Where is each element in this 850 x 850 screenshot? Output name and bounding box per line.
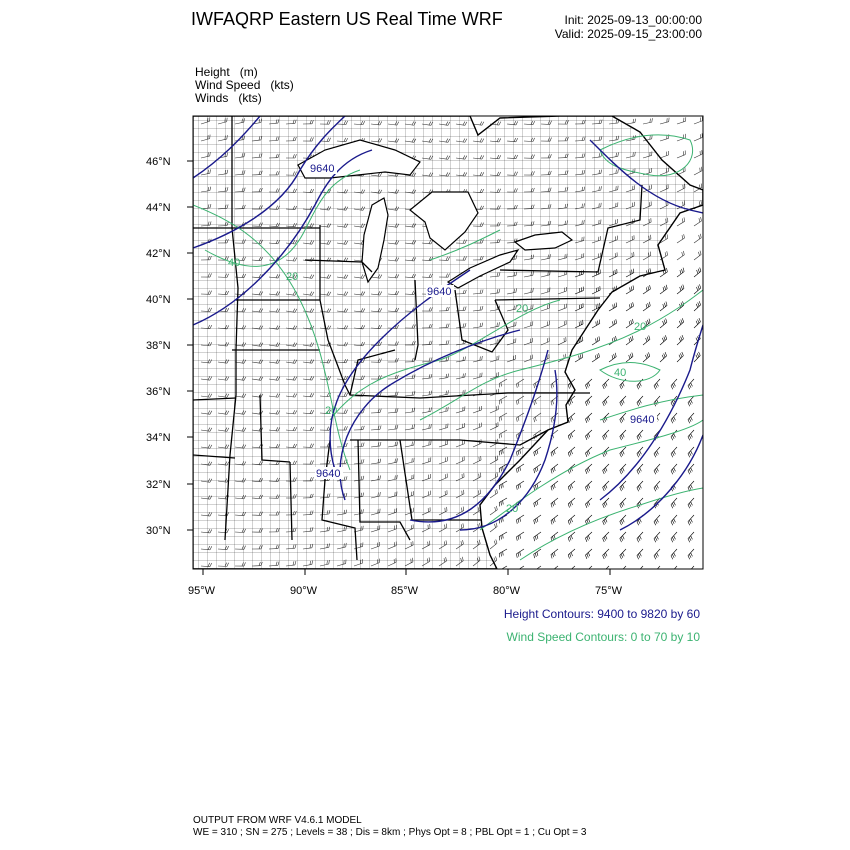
wind-barb-flag xyxy=(623,570,625,574)
wind-barb-flag xyxy=(699,185,700,189)
lat-label: 34°N xyxy=(146,432,171,444)
wind-barb xyxy=(694,154,702,158)
wind-barb xyxy=(677,155,685,158)
lat-label: 32°N xyxy=(146,479,171,491)
wind-barb xyxy=(660,138,669,141)
wind-barb-flag xyxy=(499,570,500,574)
wind-contour-label: 20 xyxy=(516,303,529,315)
model-settings-line: WE = 310 ; SN = 275 ; Levels = 38 ; Dis = 8km ; Phys Opt = 8 ; PBL Opt = 1 ; Cu Opt = 3 xyxy=(193,827,587,838)
field-wind-speed-name: Wind Speed xyxy=(195,78,261,92)
lat-label: 40°N xyxy=(146,294,171,306)
wind-barb-flag xyxy=(552,570,553,574)
wind-barb xyxy=(677,121,686,124)
wind-barb-flag xyxy=(551,572,552,576)
wind-barb-flag xyxy=(605,570,607,574)
wind-barb-flag xyxy=(621,571,623,575)
wind-barb-flag xyxy=(568,572,569,576)
wind-barb-flag xyxy=(672,571,674,575)
wind-barb xyxy=(694,137,702,141)
wind-contour-label: 40 xyxy=(228,257,241,269)
wind-contour-label: 20 xyxy=(634,321,647,333)
field-winds-unit: (kts) xyxy=(238,91,262,105)
height-contour-label: 9640 xyxy=(630,414,655,426)
lon-label: 75°W xyxy=(595,585,623,597)
lat-label: 30°N xyxy=(146,525,171,537)
wind-barb-flag xyxy=(654,573,656,577)
lat-label: 42°N xyxy=(146,248,171,260)
wind-barb-flag xyxy=(587,571,588,575)
height-contour-label: 9640 xyxy=(427,286,452,298)
wind-barb-flag xyxy=(701,184,702,188)
lat-label: 36°N xyxy=(146,386,171,398)
wind-barb xyxy=(694,121,702,124)
wind-barb-flag xyxy=(535,570,536,574)
wind-barb-flag xyxy=(588,569,589,573)
wind-barb-flag xyxy=(570,571,571,575)
wind-barb-flag xyxy=(480,121,482,124)
wind-contour-label: 20 xyxy=(506,503,519,515)
wind-barb-flag xyxy=(691,570,693,574)
wind-barb-flag xyxy=(518,570,519,574)
lat-label: 38°N xyxy=(146,340,171,352)
wind-barb-flag xyxy=(689,571,691,575)
wind-barb xyxy=(660,155,668,158)
wind-barb-flag xyxy=(571,569,572,573)
wind-barb-flag xyxy=(633,119,634,123)
lon-label: 85°W xyxy=(391,585,419,597)
field-height-unit: (m) xyxy=(239,65,258,79)
lon-label: 90°W xyxy=(290,585,318,597)
model-info-line: OUTPUT FROM WRF V4.6.1 MODEL xyxy=(193,815,362,826)
wind-barb xyxy=(694,171,702,175)
height-contour-label: 9640 xyxy=(316,468,341,480)
wind-barb-flag xyxy=(603,572,605,576)
lon-label: 95°W xyxy=(188,585,216,597)
wind-barb-flag xyxy=(657,570,659,574)
wind-barb-flag xyxy=(655,571,657,575)
init-time: Init: 2025-09-13_00:00:00 xyxy=(564,13,702,27)
field-height-name: Height xyxy=(195,65,230,79)
valid-time: Valid: 2025-09-15_23:00:00 xyxy=(554,27,702,41)
wind-barb-flag xyxy=(688,573,690,577)
wind-barb xyxy=(626,123,635,124)
wind-barb-flag xyxy=(674,570,676,574)
lat-label: 46°N xyxy=(146,156,171,168)
wind-barb-flag xyxy=(620,573,622,577)
lat-label: 44°N xyxy=(146,202,171,214)
wind-contour-label: 40 xyxy=(614,367,627,379)
wind-barb-flag xyxy=(640,570,642,574)
wind-barb-flag xyxy=(652,118,653,122)
wind-barb-flag xyxy=(516,571,517,575)
wind-barb-flag xyxy=(638,571,640,575)
wind-barb-flag xyxy=(482,122,484,125)
wind-barb-flag xyxy=(650,119,651,123)
wind-barb-flag xyxy=(537,569,538,573)
field-winds-name: Winds xyxy=(195,91,229,105)
wind-barb xyxy=(660,122,669,124)
field-wind-speed-unit: (kts) xyxy=(270,78,294,92)
wind-barb-flag xyxy=(671,573,673,577)
wind-contour-label: 20 xyxy=(325,405,338,417)
wind-barb-flag xyxy=(501,570,502,574)
height-contour-label: 9640 xyxy=(310,163,335,175)
wind-barb-flag xyxy=(635,119,636,123)
chart-title: IWFAQRP Eastern US Real Time WRF xyxy=(191,9,503,29)
wind-barb-flag xyxy=(637,573,639,577)
height-contour-legend: Height Contours: 9400 to 9820 by 60 xyxy=(503,607,700,621)
wind-speed-contour-legend: Wind Speed Contours: 0 to 70 by 10 xyxy=(506,630,700,644)
wind-barb-flag xyxy=(585,572,586,576)
lon-label: 80°W xyxy=(493,585,521,597)
wind-barb-flag xyxy=(604,571,606,575)
latitude-axis xyxy=(146,156,193,537)
wind-barb-flag xyxy=(554,569,555,573)
longitude-axis xyxy=(188,569,623,597)
wind-contour-label: 20 xyxy=(286,271,299,283)
wind-barb xyxy=(643,122,652,124)
wind-barb-flag xyxy=(534,571,535,575)
